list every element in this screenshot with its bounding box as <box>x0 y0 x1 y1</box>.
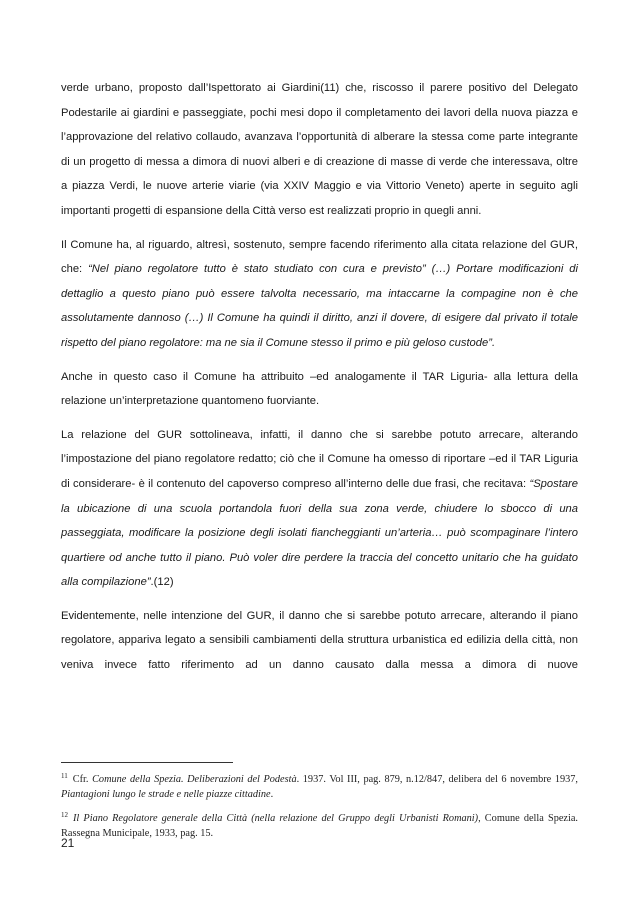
paragraph-text: verde urbano, proposto dall’Ispettorato ai Giardini(11) che, riscosso il parere positivo del Delegato Podestarile ai giardini e passeggiate, pochi mesi dopo il completamento dei lavori della nuova piazza e l’approvazione del relativo collaudo, avanzava l’opportunità di alberare la stessa come parte integrante di un progetto di messa a dimora di nuovi alberi e di creazione di masse di verde che interessava, oltre a piazza Verdi, le nuove arterie viarie (via XXIV Maggio e via Vittorio Veneto) aperte in seguito agli importanti progetti di espansione della Città verso est realizzati proprio in quegli anni. <box>61 82 578 217</box>
footnotes <box>61 769 578 847</box>
footnote-italic: Comune della Spezia. Deliberazioni del Podestà <box>92 774 297 785</box>
footnote-text: , Comune della Spezia. Rassegna Municipale, 1933, pag. 15. <box>61 813 578 839</box>
footnote-reference: .(12) <box>150 576 174 589</box>
paragraph-1 <box>61 76 578 224</box>
footnote-12 <box>61 808 578 841</box>
footnote-italic: Piantagioni lungo le strade e nelle piazze cittadine <box>61 788 271 800</box>
paragraph-text: Il Comune ha, al riguardo, altresì, sostenuto, sempre facendo riferimento alla citata relazione del GUR, che: <box>61 238 578 276</box>
footnote-italic: Il Piano Regolatore generale della Città (nella relazione del Gruppo degli Urbanisti Romani) <box>73 813 479 825</box>
footnote-text: Cfr. <box>72 774 93 785</box>
footnote-separator <box>61 762 233 763</box>
footnote-text: . <box>270 788 274 800</box>
paragraph-text: Evidentemente, nelle intenzione del GUR, il danno che si sarebbe potuto arrecare, alterando il piano regolatore, appariva legato a sensibili cambiamenti della struttura urbanistica ed edilizia della città, non veniva invece fatto riferimento ad un danno causato dalla messa a dimora di nuove <box>61 609 578 672</box>
page-number: 21 <box>61 836 75 850</box>
paragraph-2 <box>61 233 578 356</box>
footnote-number: 11 <box>61 772 68 780</box>
paragraph-text: Anche in questo caso il Comune ha attribuito –ed analogamente il TAR Liguria- alla lettura della relazione un’interpretazione quantomeno fuorviante. <box>61 370 578 408</box>
paragraph-4 <box>61 423 578 595</box>
body-text <box>61 76 578 678</box>
paragraph-text: La relazione del GUR sottolineava, infatti, il danno che si sarebbe potuto arrecare, alterando l’impostazione del piano regolatore redatto; ciò che il Comune ha omesso di riportare –ed il TAR Liguria di considerare- è il contenuto del capoverso compreso all’interno delle due frasi, che recitava: <box>61 428 578 490</box>
quotation: “Spostare la ubicazione di una scuola portandola fuori della sua zona verde, chiudere lo sbocco di una passeggiata, modificare la posizione degli isolati fiancheggianti un’arteria… può scompaginare l’intero quartiere od anche tutto il piano. Può voler dire perdere la traccia del concetto unitario che ha guidato alla compilazione” <box>61 477 578 589</box>
quotation: “Nel piano regolatore tutto è stato studiato con cura e previsto” (…) Portare modificazioni di dettaglio a questo piano può essere talvolta necessario, ma intaccarne la compagine non è che assolutamente dannoso (…) Il Comune ha quindi il diritto, anzi il dovere, di esigere dal privato il totale rispetto del piano regolatore: ma ne sia il Comune stesso il primo e più geloso custode”. <box>61 263 579 349</box>
footnote-11 <box>61 769 578 802</box>
paragraph-3 <box>61 365 578 414</box>
paragraph-5 <box>61 604 578 678</box>
footnote-text: . 1937. Vol III, pag. 879, n.12/847, delibera del 6 novembre 1937, <box>296 774 578 785</box>
footnote-number: 12 <box>61 811 68 820</box>
